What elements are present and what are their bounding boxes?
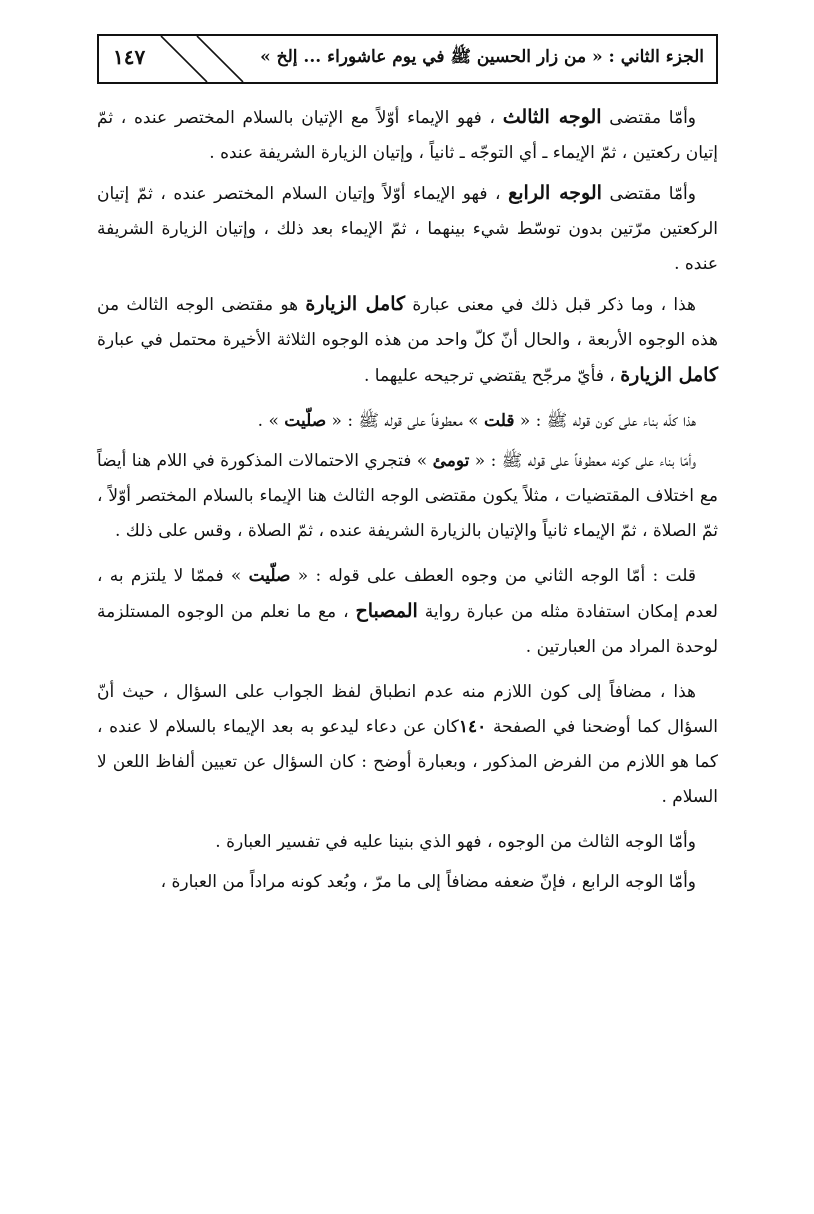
bold-term: ١٤٠ bbox=[458, 717, 487, 737]
running-title: الجزء الثاني : « من زار الحسين ﷺ في يوم عاشوراء ... إلخ » bbox=[260, 47, 704, 67]
bold-term: صلّيت bbox=[284, 411, 327, 431]
paragraph: قلت : أمّا الوجه الثاني من وجوه العطف على قوله : « صلّيت » فممّا لا يلتزم به ، لعدم إمكان استفادة مثله من عبارة رواية المصباح ، مع ما نعلم من الوجوه المستلزمة لوحدة المراد من العبارتين . bbox=[97, 566, 718, 657]
bold-term: كامل الزيارة bbox=[620, 364, 718, 386]
paragraph: وأمّا الوجه الثالث من الوجوه ، فهو الذي بنينا عليه في تفسير العبارة . bbox=[215, 832, 696, 852]
paragraph: وأمّا مقتضى الوجه الرابع ، فهو الإيماء أوّلاً وإتيان السلام المختصر عنده ، ثمّ إتيان الركعتين مرّتين بدون توسّط شيء بينهما ، ثمّ الإيماء بعد ذلك ، وإتيان الزيارة الشريفة عنده . bbox=[97, 182, 718, 274]
bold-term: المصباح bbox=[355, 600, 418, 622]
honorific-glyph: ﷺ bbox=[450, 47, 471, 67]
page-header bbox=[97, 34, 718, 84]
bold-term: الوجه الثالث bbox=[502, 106, 602, 128]
bold-term: قلت bbox=[484, 411, 515, 431]
bold-term: الوجه الرابع bbox=[508, 182, 602, 204]
paragraph: وأمّا بناء على كونه معطوفاً على قوله ﷺ : « تومئ » فتجري الاحتمالات المذكورة في اللام هنا أيضاً مع اختلاف المقتضيات ، مثلاً يكون مقتضى الوجه الثالث هنا الإيماء بالسلام المختصر أوّلاً ، ثمّ الصلاة ، ثمّ الإيماء ثانياً والإتيان بالزيارة الشريفة عنده ، ثمّ الصلاة ، وقس على ذلك . bbox=[97, 451, 718, 541]
bold-term: صلّيت bbox=[248, 566, 291, 586]
paragraph: هذا ، وما ذكر قبل ذلك في معنى عبارة كامل الزيارة هو مقتضى الوجه الثالث من هذه الوجوه الأربعة ، والحال أنّ كلّ واحد من هذه الوجوه الثلاثة الأخيرة محتمل في عبارة كامل الزيارة ، فأيّ مرجّح يقتضي ترجيحه عليهما . bbox=[97, 293, 718, 386]
page-body bbox=[97, 100, 718, 905]
bold-term: كامل الزيارة bbox=[305, 293, 406, 315]
paragraph: وأمّا الوجه الرابع ، فإنّ ضعفه مضافاً إلى ما مرّ ، وبُعد كونه مراداً من العبارة ، bbox=[160, 872, 696, 892]
paragraph: هذا ، مضافاً إلى كون اللازم منه عدم انطباق لفظ الجواب على السؤال ، حيث أنّ السؤال كما أوضحنا في الصفحة ١٤٠كان عن دعاء ليدعو به بعد الإيماء بالسلام لا عنده ، كما هو اللازم من الفرض المذكور ، وبعبارة أوضح : كان السؤال عن تعيين ألفاظ اللعن لا السلام . bbox=[97, 682, 718, 807]
page-number: ١٤٧ bbox=[113, 45, 146, 69]
bold-term: تومئ bbox=[432, 451, 470, 471]
paragraph: هذا كلّه بناء على كون قوله ﷺ : « قلت » معطوفاً على قوله ﷺ : « صلّيت » . bbox=[257, 411, 696, 431]
paragraph: وأمّا مقتضى الوجه الثالث ، فهو الإيماء أوّلاً مع الإتيان بالسلام المختصر عنده ، ثمّ إتيان ركعتين ، ثمّ الإيماء ـ أي التوجّه ـ ثانياً ، وإتيان الزيارة الشريفة عنده . bbox=[97, 106, 718, 163]
